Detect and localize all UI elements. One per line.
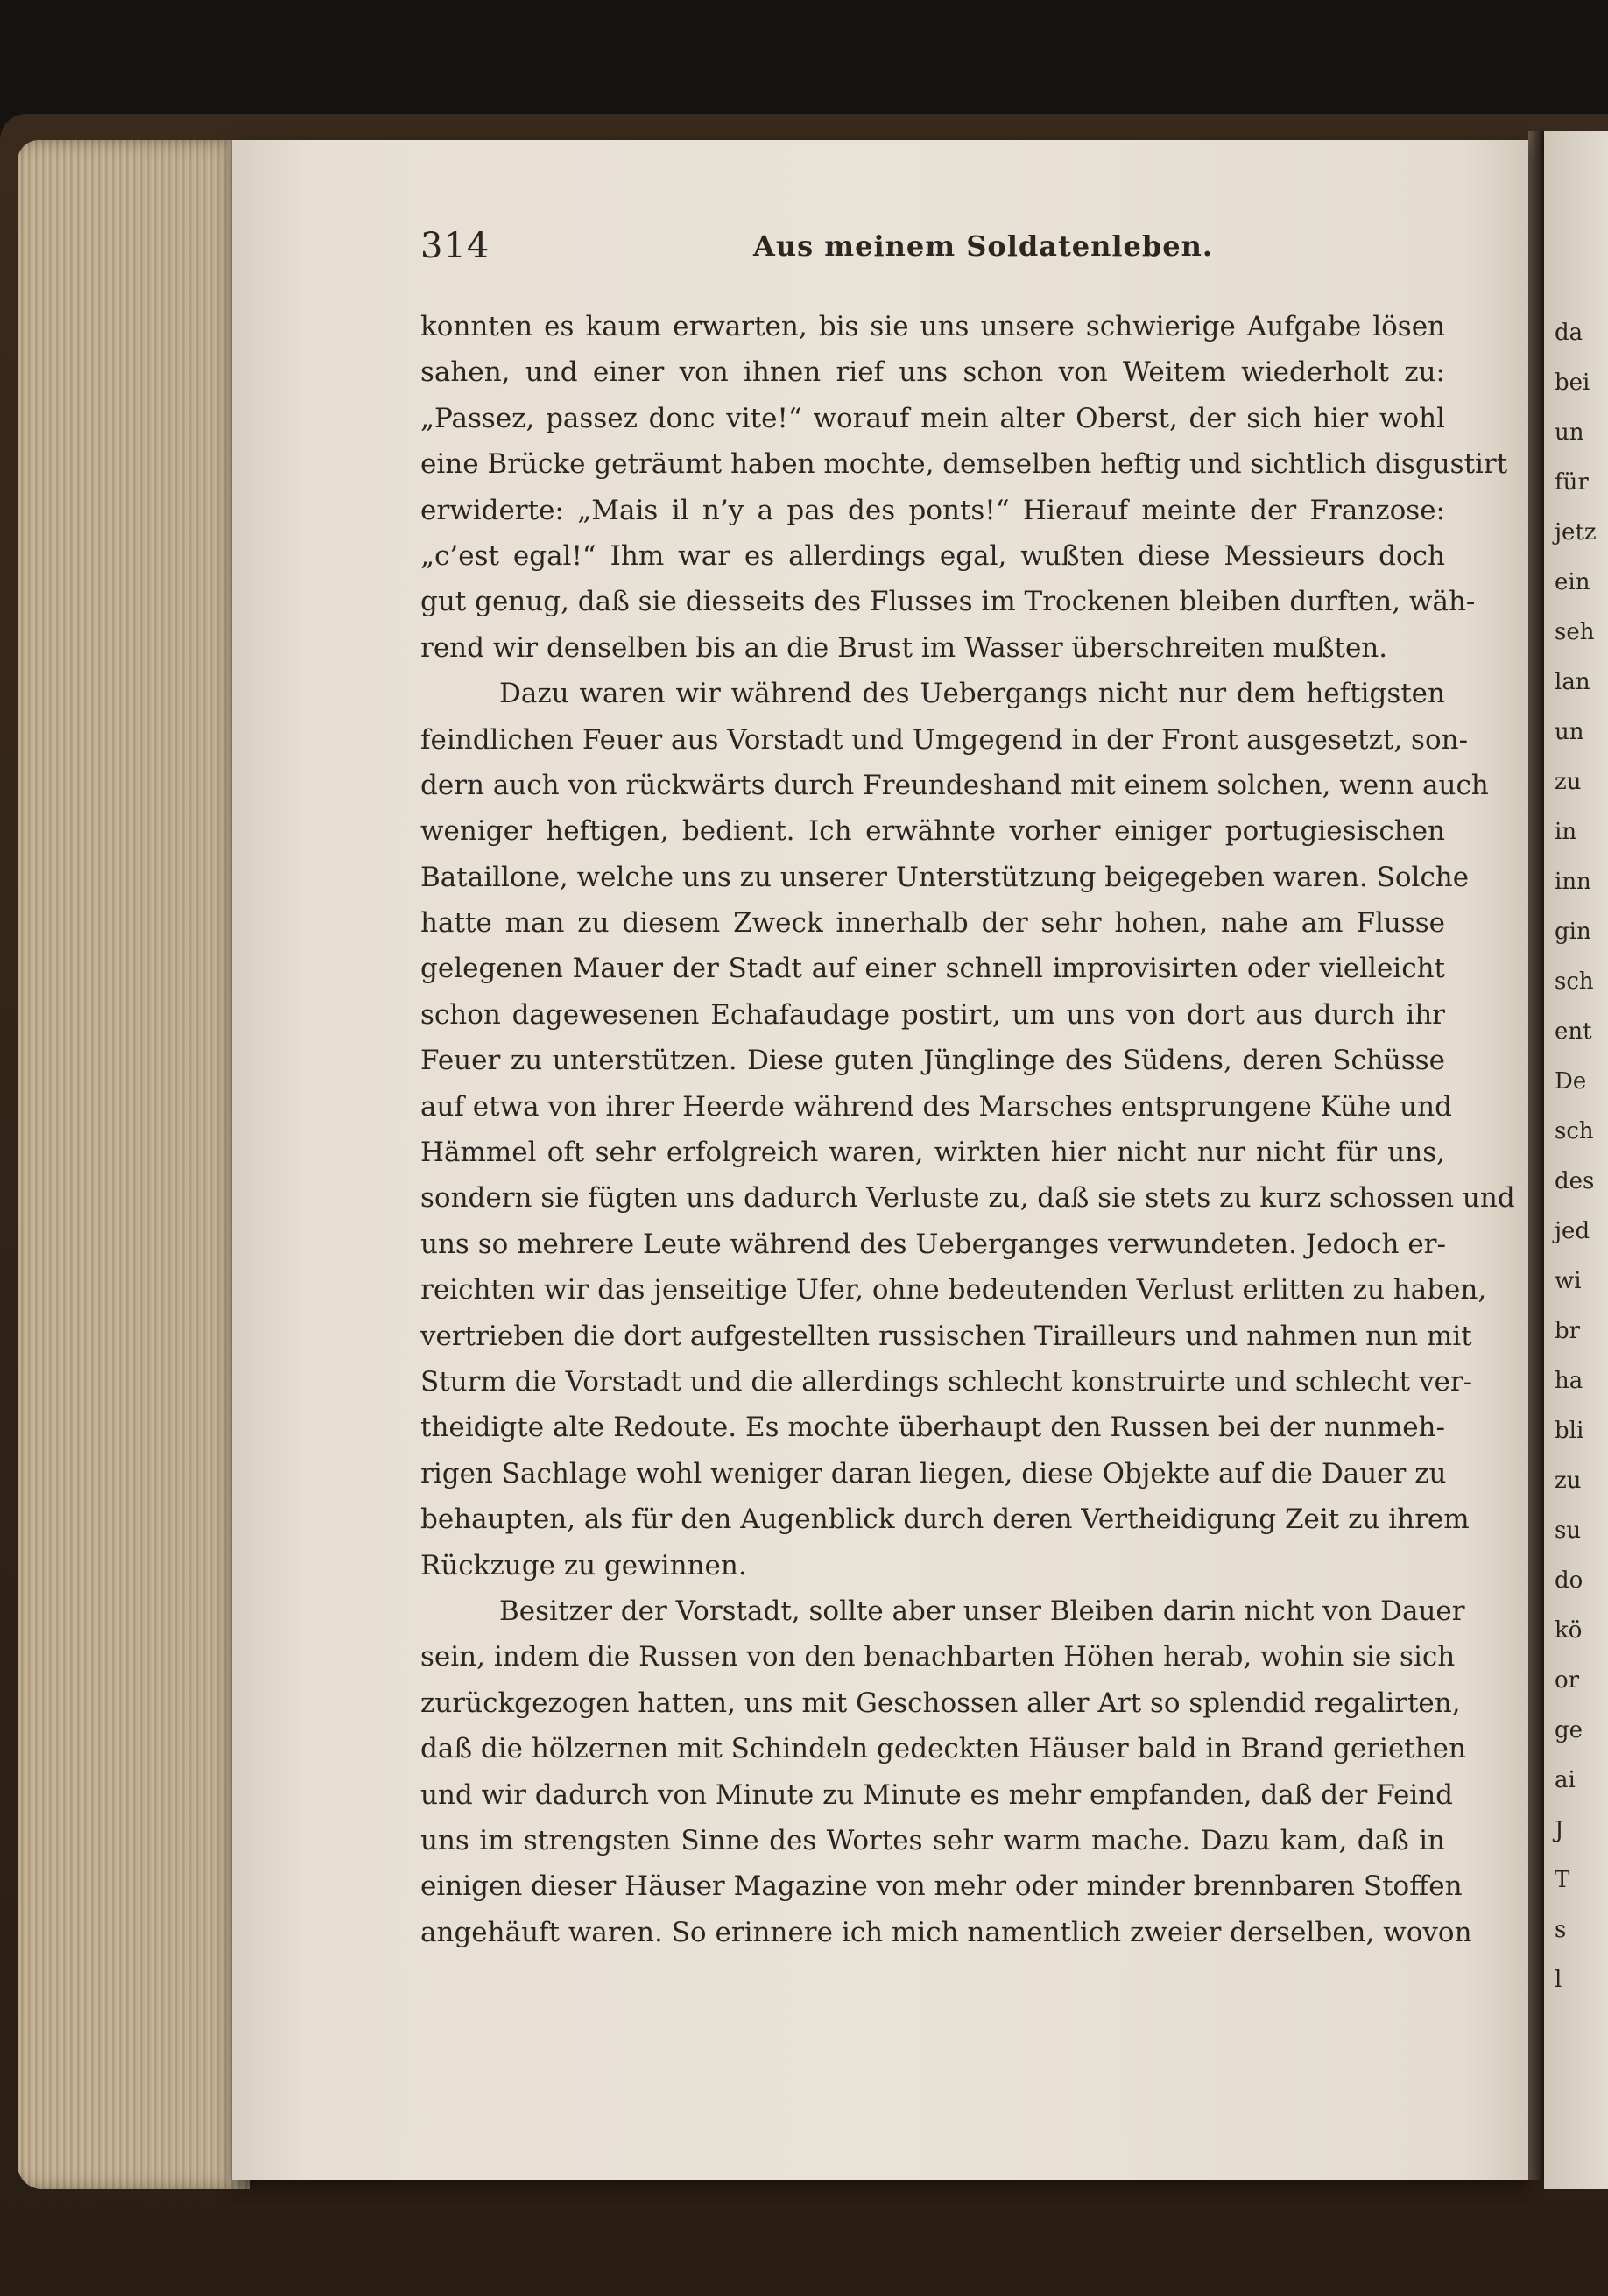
next-page-word: T xyxy=(1555,1867,1570,1893)
text-line: konnten es kaum erwarten, bis sie uns unsere schwierige Aufgabe lösen xyxy=(420,311,1445,342)
next-page-word: für xyxy=(1555,469,1589,496)
next-page-word: De xyxy=(1555,1068,1587,1095)
next-page-word: lan xyxy=(1555,669,1590,695)
text-line: Feuer zu unterstützen. Diese guten Jünglinge des Südens, deren Schüsse xyxy=(420,1045,1445,1077)
text-line: uns im strengsten Sinne des Wortes sehr warm mache. Dazu kam, daß in xyxy=(420,1824,1445,1856)
paragraph-start: Besitzer der Vorstadt, sollte aber unser Bleiben darin nicht von Dauer xyxy=(499,1595,1465,1627)
text-line: weniger heftigen, bedient. Ich erwähnte vorher einiger portugiesischen xyxy=(420,815,1445,848)
next-page-word: ha xyxy=(1555,1368,1583,1394)
next-page-word: l xyxy=(1555,1967,1562,1993)
text-line: „c’est egal!“ Ihm war es allerdings egal, wußten diese Messieurs doch xyxy=(420,539,1445,572)
next-page-word: kö xyxy=(1555,1617,1583,1644)
page-header xyxy=(420,226,1445,278)
next-page-word: ge xyxy=(1555,1717,1583,1743)
text-line: daß die hölzernen mit Schindeln gedeckten Häuser bald in Brand geriethen xyxy=(420,1733,1466,1765)
next-page-word: des xyxy=(1555,1168,1595,1194)
text-line: gut genug, daß sie diesseits des Flusses im Trockenen bleiben durften, wäh- xyxy=(420,586,1476,618)
text-line: vertrieben die dort aufgestellten russischen Tirailleurs und nahmen nun mit xyxy=(420,1320,1472,1352)
next-page-word: ent xyxy=(1555,1018,1592,1045)
text-line: Rückzuge zu gewinnen. xyxy=(420,1549,747,1581)
next-page-word: sch xyxy=(1555,1118,1594,1144)
next-page-fragment xyxy=(1544,131,1608,2189)
text-line: auf etwa von ihrer Heerde während des Marsches entsprungene Kühe und xyxy=(420,1090,1452,1123)
next-page-word: do xyxy=(1555,1567,1583,1594)
next-page-word: zu xyxy=(1555,1468,1582,1494)
next-page-word: inn xyxy=(1555,869,1591,895)
text-line: zurückgezogen hatten, uns mit Geschossen aller Art so splendid regalirten, xyxy=(420,1687,1461,1719)
next-page-word: bli xyxy=(1555,1418,1584,1444)
text-line: Hämmel oft sehr erfolgreich waren, wirkten hier nicht nur nicht für uns, xyxy=(420,1137,1445,1169)
text-line: reichten wir das jenseitige Ufer, ohne bedeutenden Verlust erlitten zu haben, xyxy=(420,1274,1487,1306)
next-page-word: da xyxy=(1555,320,1583,346)
page-edges xyxy=(18,140,250,2189)
text-line: rend wir denselben bis an die Brust im Wasser überschreiten mußten. xyxy=(420,631,1388,664)
text-line: sahen, und einer von ihnen rief uns schon von Weitem wiederholt zu: xyxy=(420,356,1445,389)
text-line: uns so mehrere Leute während des Ueberganges verwundeten. Jedoch er- xyxy=(420,1228,1446,1260)
next-page-word: ein xyxy=(1555,569,1590,595)
text-line: Bataillone, welche uns zu unserer Unterstützung beigegeben waren. Solche xyxy=(420,861,1470,893)
page-number: 314 xyxy=(420,226,490,266)
next-page-word: ai xyxy=(1555,1767,1576,1793)
text-line: rigen Sachlage wohl weniger daran liegen, diese Objekte auf die Dauer zu xyxy=(420,1457,1447,1490)
next-page-word: s xyxy=(1555,1917,1567,1943)
next-page-word: jed xyxy=(1555,1218,1590,1244)
next-page-word: J xyxy=(1555,1817,1564,1843)
next-page-word: sch xyxy=(1555,968,1594,995)
text-line: theidigte alte Redoute. Es mochte überhaupt den Russen bei der nunmeh- xyxy=(420,1412,1445,1444)
text-line: sondern sie fügten uns dadurch Verluste zu, daß sie stets zu kurz schossen und xyxy=(420,1182,1515,1215)
next-page-word: wi xyxy=(1555,1268,1582,1294)
body-text xyxy=(420,304,1515,1955)
text-line: angehäuft waren. So erinnere ich mich namentlich zweier derselben, wovon xyxy=(420,1916,1472,1948)
text-line: Sturm die Vorstadt und die allerdings schlecht konstruirte und schlecht ver- xyxy=(420,1365,1473,1398)
next-page-word: su xyxy=(1555,1518,1582,1544)
next-page-word: or xyxy=(1555,1667,1580,1694)
text-line: einigen dieser Häuser Magazine von mehr oder minder brennbaren Stoffen xyxy=(420,1870,1463,1903)
text-line: „Passez, passez donc vite!“ worauf mein alter Oberst, der sich hier wohl xyxy=(420,402,1445,434)
text-line: gelegenen Mauer der Stadt auf einer schnell improvisirten oder vielleicht xyxy=(420,953,1445,985)
text-line: eine Brücke geträumt haben mochte, demselben heftig und sichtlich disgustirt xyxy=(420,448,1508,481)
text-line: und wir dadurch von Minute zu Minute es mehr empfanden, daß der Feind xyxy=(420,1778,1454,1811)
paragraph-start: Dazu waren wir während des Uebergangs nicht nur dem heftigsten xyxy=(499,678,1445,710)
next-page-word: jetz xyxy=(1555,519,1597,546)
text-line: erwiderte: „Mais il n’y a pas des ponts!“ Hierauf meinte der Franzose: xyxy=(420,494,1445,526)
next-page-word: zu xyxy=(1555,769,1582,795)
next-page-word: br xyxy=(1555,1318,1581,1344)
text-line: dern auch von rückwärts durch Freundeshand mit einem solchen, wenn auch xyxy=(420,769,1489,801)
text-line: feindlichen Feuer aus Vorstadt und Umgegend in der Front ausgesetzt, son- xyxy=(420,723,1469,756)
next-page-word: seh xyxy=(1555,619,1595,645)
next-page-word: gin xyxy=(1555,919,1591,945)
next-page-word: un xyxy=(1555,419,1584,446)
text-line: behaupten, als für den Augenblick durch deren Vertheidigung Zeit zu ihrem xyxy=(420,1504,1470,1536)
text-line: hatte man zu diesem Zweck innerhalb der sehr hohen, nahe am Flusse xyxy=(420,907,1445,940)
book-gutter xyxy=(1528,131,1544,2180)
running-title: Aus meinem Soldatenleben. xyxy=(753,229,1214,263)
text-line: schon dagewesenen Echafaudage postirt, um uns von dort aus durch ihr xyxy=(420,998,1445,1031)
next-page-word: bei xyxy=(1555,370,1590,396)
text-line: sein, indem die Russen von den benachbarten Höhen herab, wohin sie sich xyxy=(420,1641,1456,1673)
next-page-word: in xyxy=(1555,819,1577,845)
next-page-word: un xyxy=(1555,719,1584,745)
